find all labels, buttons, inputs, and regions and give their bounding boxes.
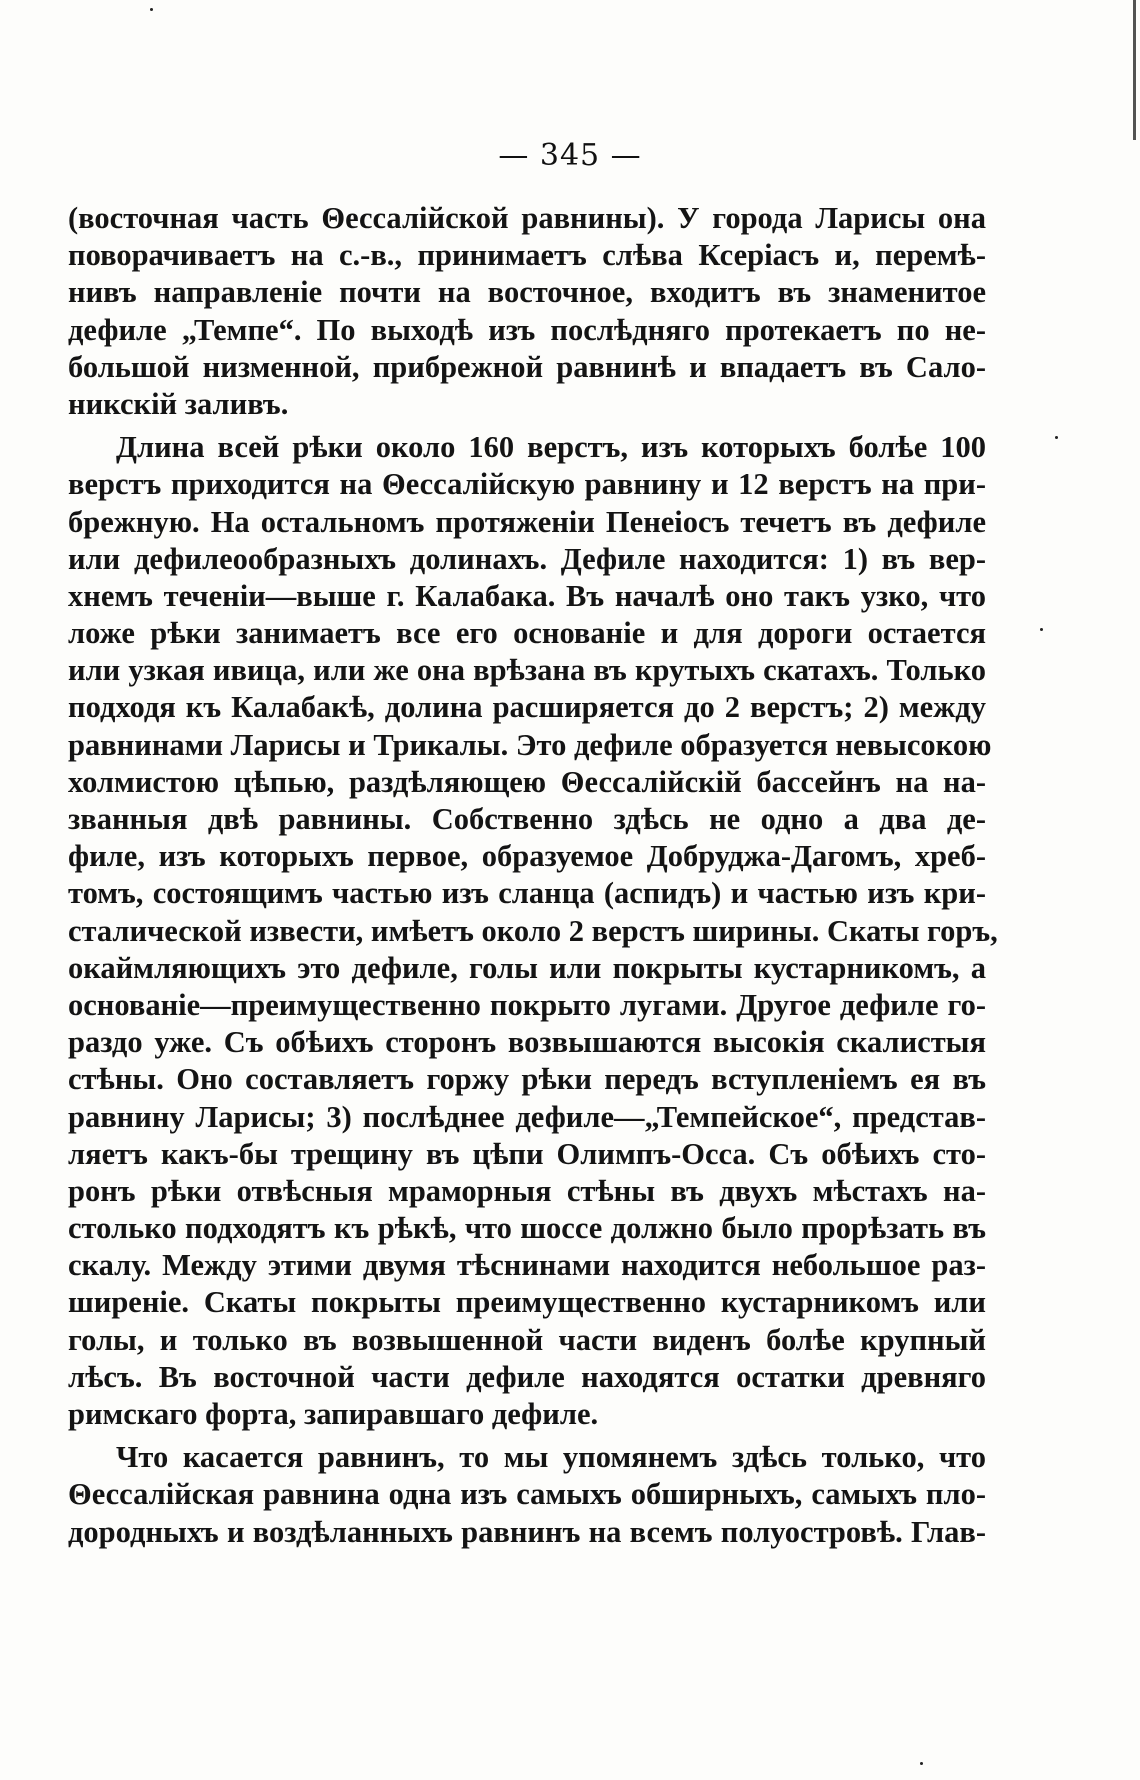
text-line: Θессалійская равнина одна изъ самыхъ обширныхъ, самыхъ пло- (68, 1477, 986, 1512)
text-line: скалу. Между этими двумя тѣснинами находится небольшое раз- (68, 1248, 986, 1283)
scan-binding-edge (1133, 0, 1136, 140)
text-line: (восточная часть Θессалійской равнины). У города Ларисы она (68, 201, 986, 235)
text-line: или дефилеообразныхъ долинахъ. Дефиле находится: 1) въ вер- (68, 541, 986, 576)
text-line: большой низменной, прибрежной равнинѣ и впадаетъ въ Сало- (68, 349, 986, 384)
text-line: дефиле „Темпе“. По выходѣ изъ послѣдняго протекаетъ по не- (68, 312, 986, 347)
text-line: или узкая ивица, или же она врѣзана въ крутыхъ скатахъ. Только (68, 653, 986, 688)
text-line: никскій заливъ. (68, 386, 289, 421)
text-line: подходя къ Калабакѣ, долина расширяется до 2 верстъ; 2) между (68, 690, 986, 725)
text-line: верстъ приходится на Θессалійскую равнину и 12 верстъ на при- (68, 467, 986, 502)
text-line: брежную. На остальномъ протяженіи Пенеіосъ течетъ въ дефиле (68, 504, 986, 539)
text-line: ронъ рѣки отвѣсныя мраморныя стѣны въ двухъ мѣстахъ на- (68, 1173, 986, 1208)
scan-speck (150, 8, 153, 11)
text-line: римскаго форта, запиравшаго дефиле. (68, 1397, 599, 1431)
text-line: хнемъ теченіи—выше г. Калабака. Въ началѣ оно такъ узко, что (68, 578, 986, 613)
text-line: стѣны. Оно составляетъ горжу рѣки передъ вступленіемъ ея въ (68, 1062, 986, 1097)
text-line: окаймляющихъ это дефиле, голы или покрыты кустарникомъ, а (68, 950, 986, 985)
body-text (68, 200, 998, 1551)
text-line: ляетъ какъ-бы трещину въ цѣпи Олимпъ-Осса. Съ обѣихъ сто- (68, 1136, 986, 1171)
text-line: сталической извести, имѣетъ около 2 верстъ ширины. Скаты горъ, (68, 913, 998, 948)
scan-speck (920, 1762, 923, 1765)
scan-speck (1055, 436, 1058, 439)
text-line: равнину Ларисы; 3) послѣднее дефиле—„Темпейское“, представ- (68, 1099, 986, 1134)
text-line: основаніе—преимущественно покрыто лугами. Другое дефиле го- (68, 987, 986, 1022)
text-line: раздо уже. Съ обѣихъ сторонъ возвышаются высокія скалистыя (68, 1025, 986, 1060)
text-line: равнинами Ларисы и Трикалы. Это дефиле образуется невысокою (68, 727, 992, 762)
text-line: столько подходятъ къ рѣкѣ, что шоссе должно было прорѣзать въ (68, 1211, 986, 1246)
text-line: холмистою цѣпью, раздѣляющею Θессалійскій бассейнъ на на- (68, 764, 986, 799)
text-line: ширеніе. Скаты покрыты преимущественно кустарникомъ или (68, 1285, 986, 1320)
text-line: дородныхъ и воздѣланныхъ равнинъ на всемъ полуостровѣ. Глав- (68, 1514, 986, 1549)
text-line: званныя двѣ равнины. Собственно здѣсь не одно а два де- (68, 802, 986, 836)
text-line: Длина всей рѣки около 160 верстъ, изъ которыхъ болѣе 100 (116, 430, 986, 465)
text-line: томъ, состоящимъ частью изъ сланца (аспидъ) и частью изъ кри- (68, 876, 986, 911)
page-number: — 345 — (498, 138, 642, 173)
text-line: голы, и только въ возвышенной части виденъ болѣе крупный (68, 1322, 986, 1357)
text-line: лѣсъ. Въ восточной части дефиле находятся остатки древняго (68, 1359, 986, 1394)
scan-speck (1040, 628, 1043, 631)
text-line: ложе рѣки занимаетъ все его основаніе и для дороги остается (68, 616, 986, 651)
text-line: Что касается равнинъ, то мы упомянемъ здѣсь только, что (116, 1440, 986, 1475)
text-line: нивъ направленіе почти на восточное, входитъ въ знаменитое (68, 275, 986, 310)
text-line: филе, изъ которыхъ первое, образуемое Добруджа-Дагомъ, хреб- (68, 839, 986, 874)
text-line: поворачиваетъ на с.-в., принимаетъ слѣва Ксеріасъ и, перемѣ- (68, 238, 986, 273)
